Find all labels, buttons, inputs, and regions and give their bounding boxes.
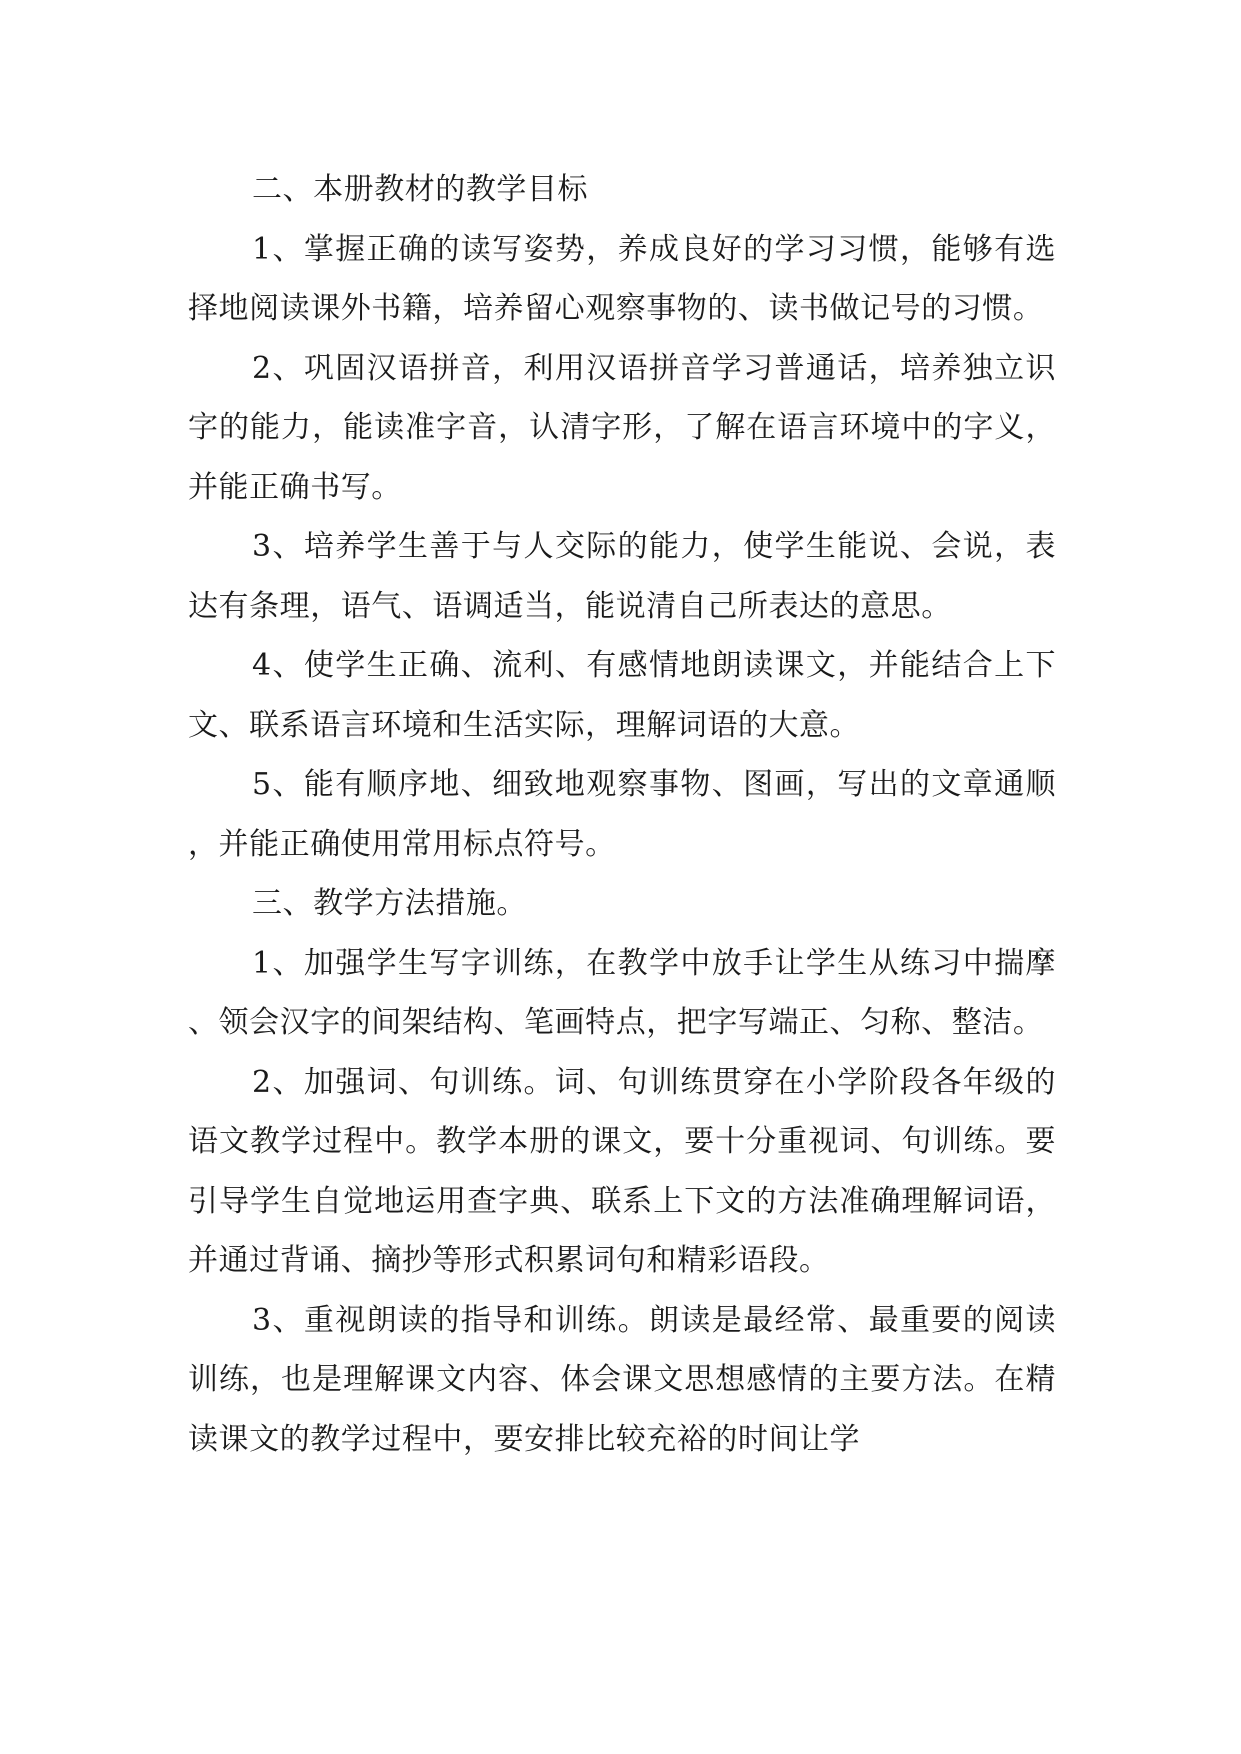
paragraph-goal-5: 5、能有顺序地、细致地观察事物、图画，写出的文章通顺，并能正确使用常用标点符号。 [188,767,1056,862]
paragraph-goal-3: 3、培养学生善于与人交际的能力，使学生能说、会说，表达有条理，语气、语调适当，能说清自己所表达的意思。 [188,529,1056,624]
section-heading-methods: 三、教学方法措施。 [252,886,527,921]
document-body [188,160,1056,1469]
paragraph-goal-4: 4、使学生正确、流利、有感情地朗读课文，并能结合上下文、联系语言环境和生活实际，理解词语的大意。 [188,648,1056,743]
paragraph-method-2: 2、加强词、句训练。词、句训练贯穿在小学阶段各年级的语文教学过程中。教学本册的课文，要十分重视词、句训练。要引导学生自觉地运用查字典、联系上下文的方法准确理解词语，并通过背诵、摘抄等形式积累词句和精彩语段。 [188,1064,1056,1278]
paragraph-goal-1: 1、掌握正确的读写姿势，养成良好的学习习惯，能够有选择地阅读课外书籍，培养留心观察事物的、读书做记号的习惯。 [188,231,1056,326]
section-heading-teaching-goals: 二、本册教材的教学目标 [252,172,589,207]
paragraph-goal-2: 2、巩固汉语拼音，利用汉语拼音学习普通话，培养独立识字的能力，能读准字音，认清字形，了解在语言环境中的字义，并能正确书写。 [188,350,1056,505]
paragraph-method-3: 3、重视朗读的指导和训练。朗读是最经常、最重要的阅读训练，也是理解课文内容、体会课文思想感情的主要方法。在精读课文的教学过程中，要安排比较充裕的时间让学 [188,1302,1056,1457]
paragraph-method-1: 1、加强学生写字训练，在教学中放手让学生从练习中揣摩、领会汉字的间架结构、笔画特点，把字写端正、匀称、整洁。 [188,945,1056,1040]
